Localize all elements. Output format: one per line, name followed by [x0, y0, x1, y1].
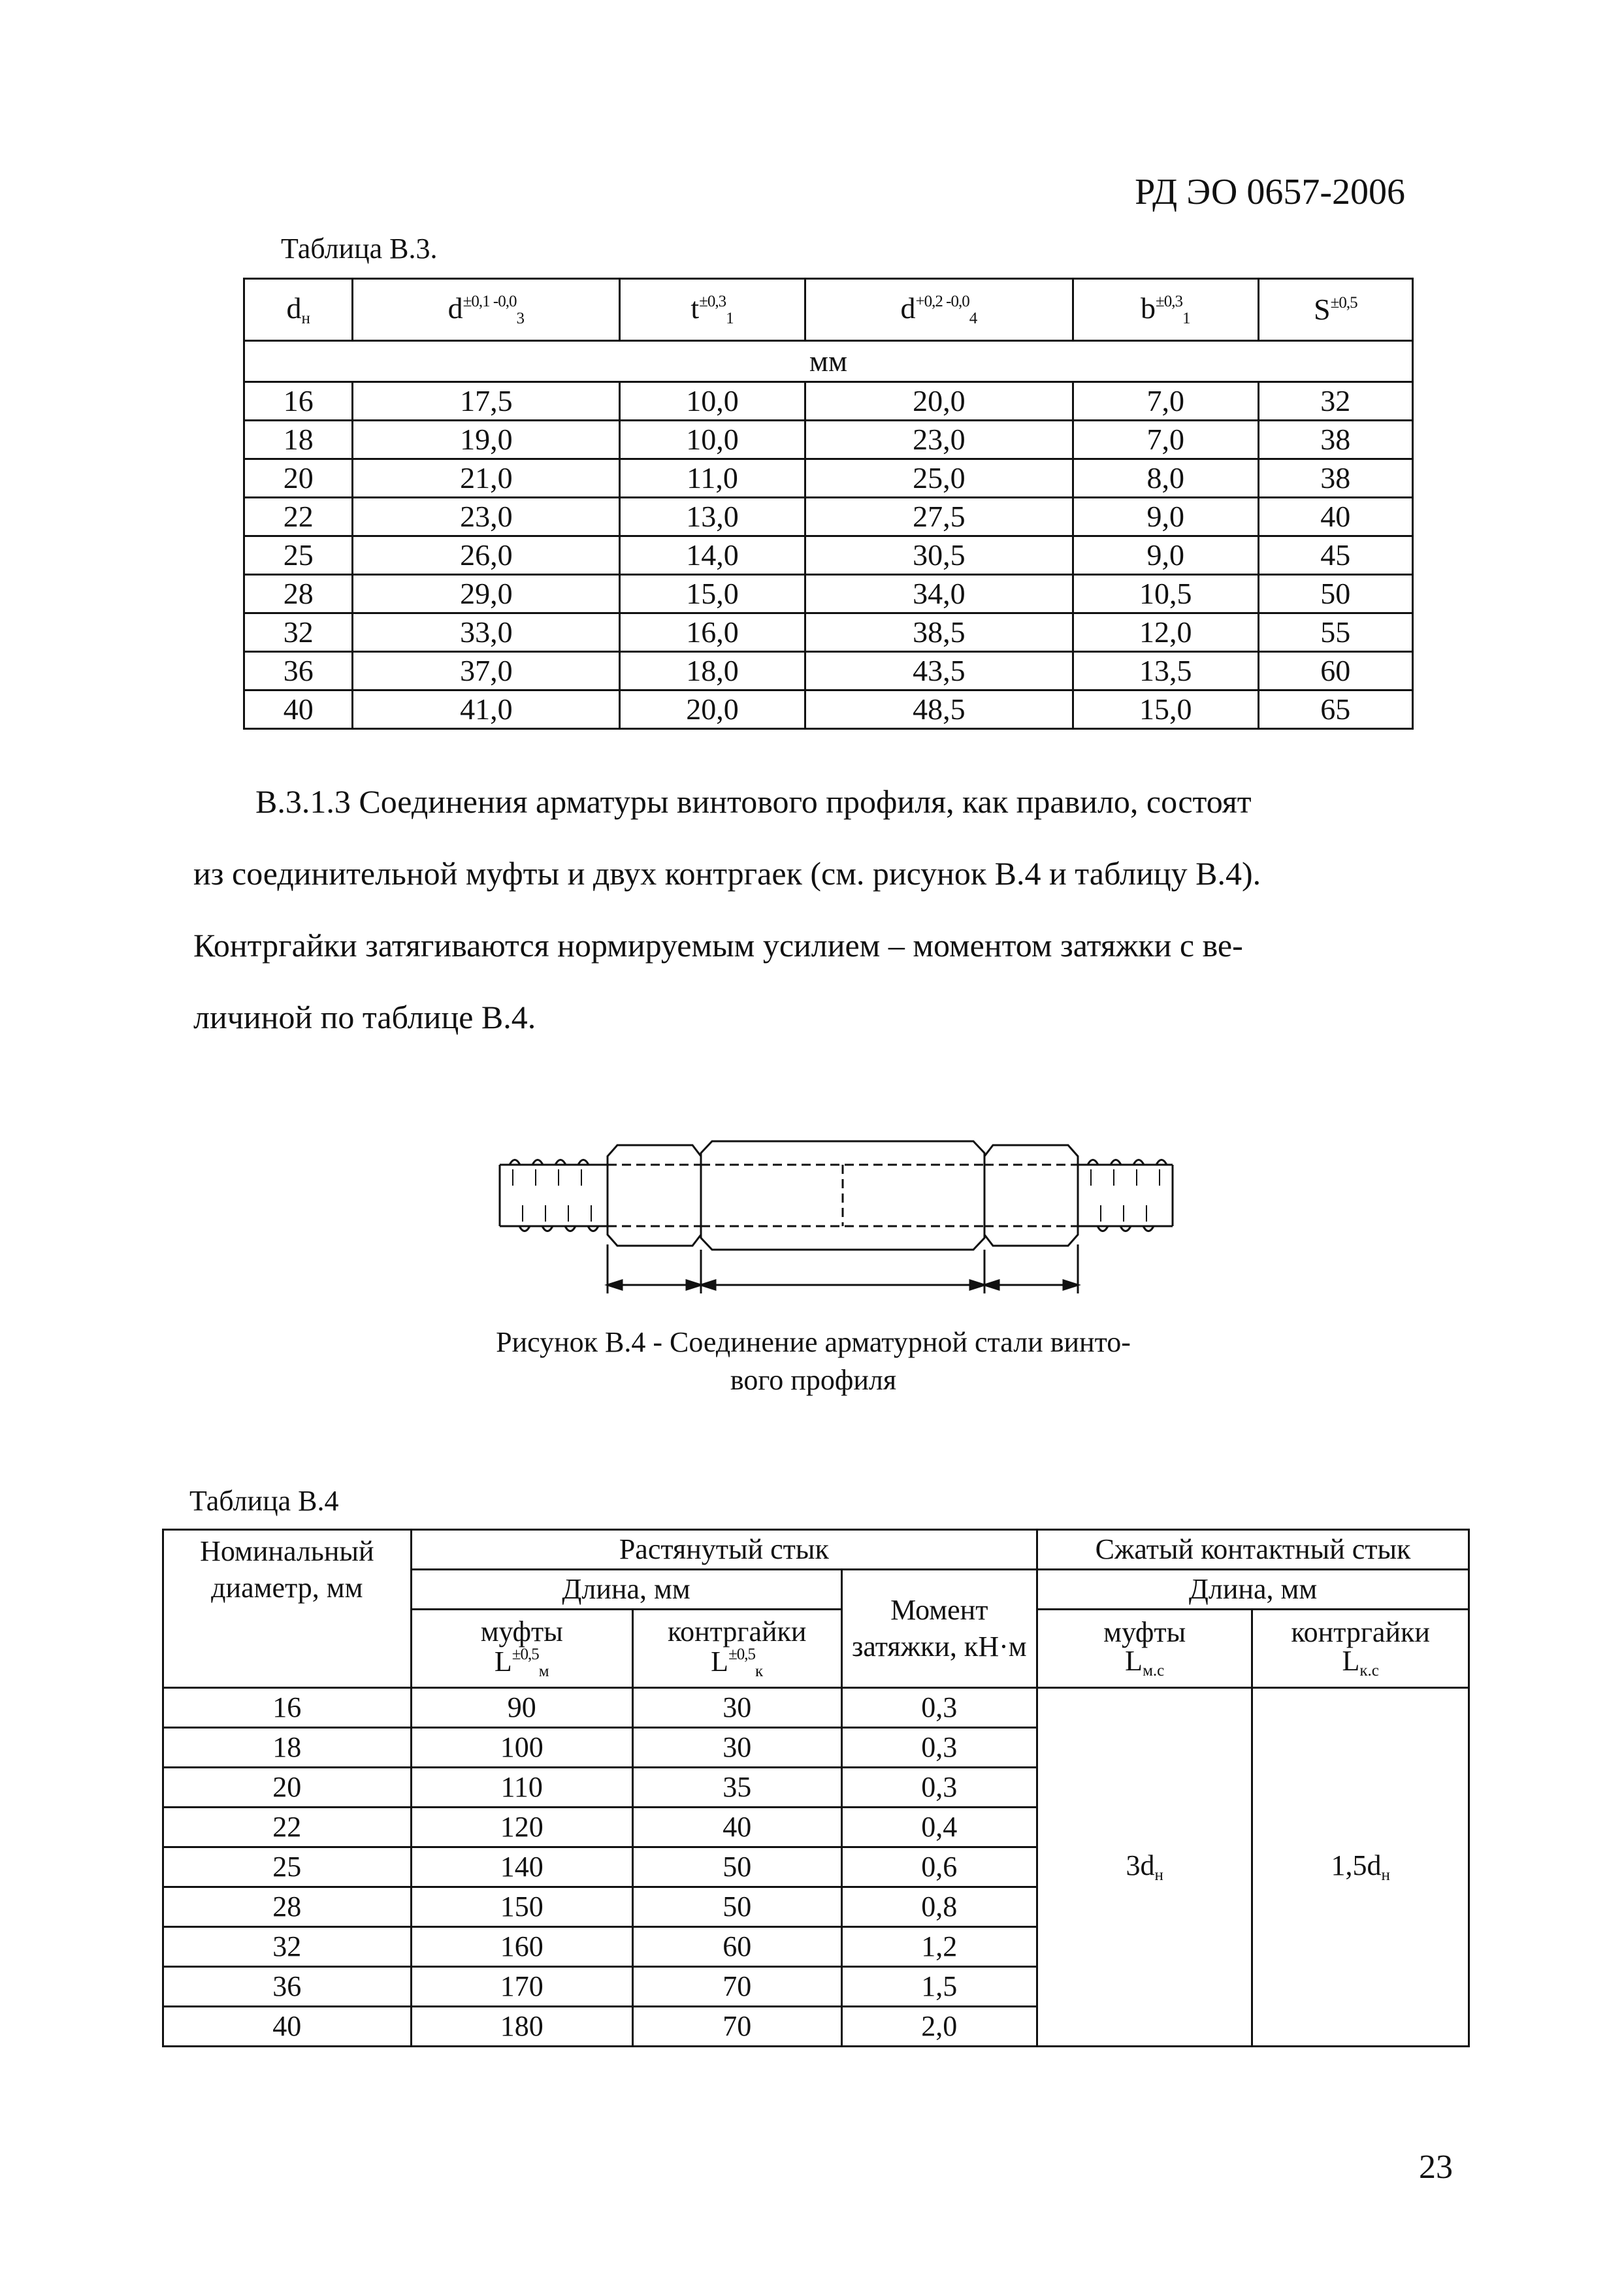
table3-cell: 50	[1258, 575, 1412, 613]
table3-header-cell: $d^{\pm 0,1 -0,0}_3$	[353, 279, 620, 341]
table4-cell: 30	[632, 1728, 841, 1768]
table4-caption: Таблица В.4	[189, 1485, 339, 1517]
table3-cell: 65	[1258, 690, 1412, 729]
right-locknut	[984, 1145, 1078, 1246]
table3-header-row	[244, 279, 1413, 341]
table3-row	[244, 421, 1413, 459]
table4-cell: 0,8	[841, 1887, 1037, 1927]
table3-cell: 17,5	[353, 382, 620, 421]
table3-cell: 19,0	[353, 421, 620, 459]
table3-cell: 23,0	[805, 421, 1073, 459]
paragraph-line: В.3.1.3 Соединения арматуры винтового профиля, как правило, состоят	[255, 783, 1252, 820]
table3-header-cell: $d^{+0,2 -0,0}_4$	[805, 279, 1073, 341]
table3-cell: 15,0	[620, 575, 805, 613]
table3-header-cell: $b^{\pm 0,3}_1$	[1073, 279, 1258, 341]
table3-cell: 10,0	[620, 421, 805, 459]
table3-row	[244, 690, 1413, 729]
table4-cell: 40	[163, 2007, 412, 2047]
table3-cell: 38	[1258, 421, 1412, 459]
table3-cell: 41,0	[353, 690, 620, 729]
table4-cell: 36	[163, 1967, 412, 2007]
table4-header-coupler-compression: муфты $L_{м.с}$	[1037, 1610, 1252, 1688]
table4-cell: 20	[163, 1768, 412, 1808]
table3-cell: 40	[1258, 498, 1412, 536]
table3-cell: 48,5	[805, 690, 1073, 729]
table4-cell: 90	[411, 1688, 632, 1728]
table3-cell: 25	[244, 536, 353, 575]
table3-cell: 9,0	[1073, 498, 1258, 536]
table3-cell: 20	[244, 459, 353, 498]
table4-header-locknut: контргайки $L^{\pm 0,5}_к$	[632, 1610, 841, 1688]
table3-unit-cell: мм	[244, 341, 1413, 382]
table3-cell: 32	[244, 613, 353, 652]
table3-cell: 23,0	[353, 498, 620, 536]
table4-header-row	[163, 1530, 1469, 1570]
page-number: 23	[1419, 2149, 1453, 2186]
table4-cell: 22	[163, 1808, 412, 1847]
table4-cell: 140	[411, 1847, 632, 1887]
table4-header-coupler: муфты $L^{\pm 0,5}_м$	[411, 1610, 632, 1688]
table4-compression-locknut: $1,5d_н$	[1252, 1688, 1469, 2047]
table4-cell: 28	[163, 1887, 412, 1927]
table3-row	[244, 498, 1413, 536]
table3	[243, 278, 1414, 730]
table3-cell: 8,0	[1073, 459, 1258, 498]
table3-cell: 29,0	[353, 575, 620, 613]
table3-cell: 15,0	[1073, 690, 1258, 729]
table3-cell: 22	[244, 498, 353, 536]
table4-header-moment: Момент затяжки, кН·м	[841, 1570, 1037, 1688]
table4-header-tension: Растянутый стык	[411, 1530, 1037, 1570]
table4-cell: 25	[163, 1847, 412, 1887]
paragraph-b313	[193, 766, 1459, 1053]
table3-cell: 16	[244, 382, 353, 421]
table3-cell: 43,5	[805, 652, 1073, 690]
table4-cell: 180	[411, 2007, 632, 2047]
table4-cell: 50	[632, 1847, 841, 1887]
table3-cell: 34,0	[805, 575, 1073, 613]
table4-header-locknut-compression: контргайки $L_{к.с}$	[1252, 1610, 1469, 1688]
table4-cell: 18	[163, 1728, 412, 1768]
table4-cell: 0,3	[841, 1688, 1037, 1728]
table3-cell: 13,0	[620, 498, 805, 536]
table4-cell: 32	[163, 1927, 412, 1967]
table3-cell: 26,0	[353, 536, 620, 575]
table3-cell: 18,0	[620, 652, 805, 690]
table4-cell: 160	[411, 1927, 632, 1967]
table4-header-compression: Сжатый контактный стык	[1037, 1530, 1469, 1570]
table3-cell: 28	[244, 575, 353, 613]
table3-cell: 30,5	[805, 536, 1073, 575]
table4	[162, 1529, 1470, 2047]
table4-cell: 35	[632, 1768, 841, 1808]
table4-cell: 1,2	[841, 1927, 1037, 1967]
paragraph-line: личиной по таблице В.4.	[193, 999, 536, 1035]
table3-cell: 20,0	[620, 690, 805, 729]
table3-row	[244, 459, 1413, 498]
table3-cell: 40	[244, 690, 353, 729]
table3-cell: 9,0	[1073, 536, 1258, 575]
table4-row	[163, 1688, 1469, 1728]
table3-header-cell: $S^{\pm 0,5}$	[1258, 279, 1412, 341]
table3-cell: 45	[1258, 536, 1412, 575]
table3-cell: 16,0	[620, 613, 805, 652]
right-rebar-ribs	[1091, 1169, 1160, 1222]
table4-cell: 100	[411, 1728, 632, 1768]
table4-cell: 2,0	[841, 2007, 1037, 2047]
table4-header-length-compression: Длина, мм	[1037, 1570, 1469, 1610]
table3-cell: 11,0	[620, 459, 805, 498]
table3-row	[244, 536, 1413, 575]
left-locknut	[608, 1145, 701, 1246]
paragraph-line: из соединительной муфты и двух контргаек (см. рисунок В.4 и таблицу В.4).	[193, 855, 1261, 892]
table3-header-cell: $d_н$	[244, 279, 353, 341]
table3-cell: 38,5	[805, 613, 1073, 652]
table4-cell: 50	[632, 1887, 841, 1927]
left-rebar-ribs	[513, 1169, 591, 1222]
table3-row	[244, 382, 1413, 421]
table3-cell: 32	[1258, 382, 1412, 421]
table3-cell: 33,0	[353, 613, 620, 652]
table3-cell: 37,0	[353, 652, 620, 690]
figure-caption	[385, 1323, 1241, 1399]
table4-cell: 170	[411, 1967, 632, 2007]
figure-caption-line: вого профиля	[730, 1364, 897, 1396]
table3-cell: 36	[244, 652, 353, 690]
table3-cell: 38	[1258, 459, 1412, 498]
table3-cell: 60	[1258, 652, 1412, 690]
table3-row	[244, 575, 1413, 613]
table4-cell: 16	[163, 1688, 412, 1728]
table4-cell: 0,4	[841, 1808, 1037, 1847]
document-code: РД ЭО 0657-2006	[1135, 172, 1405, 212]
table4-cell: 0,3	[841, 1768, 1037, 1808]
table4-cell: 150	[411, 1887, 632, 1927]
table3-cell: 7,0	[1073, 421, 1258, 459]
table3-cell: 25,0	[805, 459, 1073, 498]
table3-header-cell: $t^{\pm 0,3}_1$	[620, 279, 805, 341]
table3-cell: 27,5	[805, 498, 1073, 536]
table3-cell: 10,5	[1073, 575, 1258, 613]
table3-cell: 18	[244, 421, 353, 459]
table4-compression-coupler: $3d_н$	[1037, 1688, 1252, 2047]
table4-cell: 30	[632, 1688, 841, 1728]
table4-cell: 120	[411, 1808, 632, 1847]
table4-header-nominal: Номинальный диаметр, мм	[163, 1530, 412, 1688]
table4-cell: 40	[632, 1808, 841, 1847]
table3-cell: 13,5	[1073, 652, 1258, 690]
table4-cell: 70	[632, 2007, 841, 2047]
coupler-drawing	[493, 1140, 1179, 1303]
table4-cell: 1,5	[841, 1967, 1037, 2007]
table3-caption: Таблица В.3.	[281, 233, 438, 265]
table3-cell: 55	[1258, 613, 1412, 652]
table3-row	[244, 652, 1413, 690]
table3-unit-row	[244, 341, 1413, 382]
table4-cell: 60	[632, 1927, 841, 1967]
paragraph-line: Контргайки затягиваются нормируемым усилием – моментом затяжки с ве-	[193, 927, 1243, 964]
table4-cell: 0,3	[841, 1728, 1037, 1768]
table3-cell: 12,0	[1073, 613, 1258, 652]
table3-cell: 10,0	[620, 382, 805, 421]
table3-cell: 7,0	[1073, 382, 1258, 421]
table4-cell: 70	[632, 1967, 841, 2007]
table3-cell: 21,0	[353, 459, 620, 498]
figure-caption-line: Рисунок В.4 - Соединение арматурной стали винто-	[496, 1326, 1131, 1358]
table3-cell: 14,0	[620, 536, 805, 575]
table3-row	[244, 613, 1413, 652]
table3-cell: 20,0	[805, 382, 1073, 421]
table4-cell: 0,6	[841, 1847, 1037, 1887]
table4-cell: 110	[411, 1768, 632, 1808]
table4-header-length: Длина, мм	[411, 1570, 841, 1610]
